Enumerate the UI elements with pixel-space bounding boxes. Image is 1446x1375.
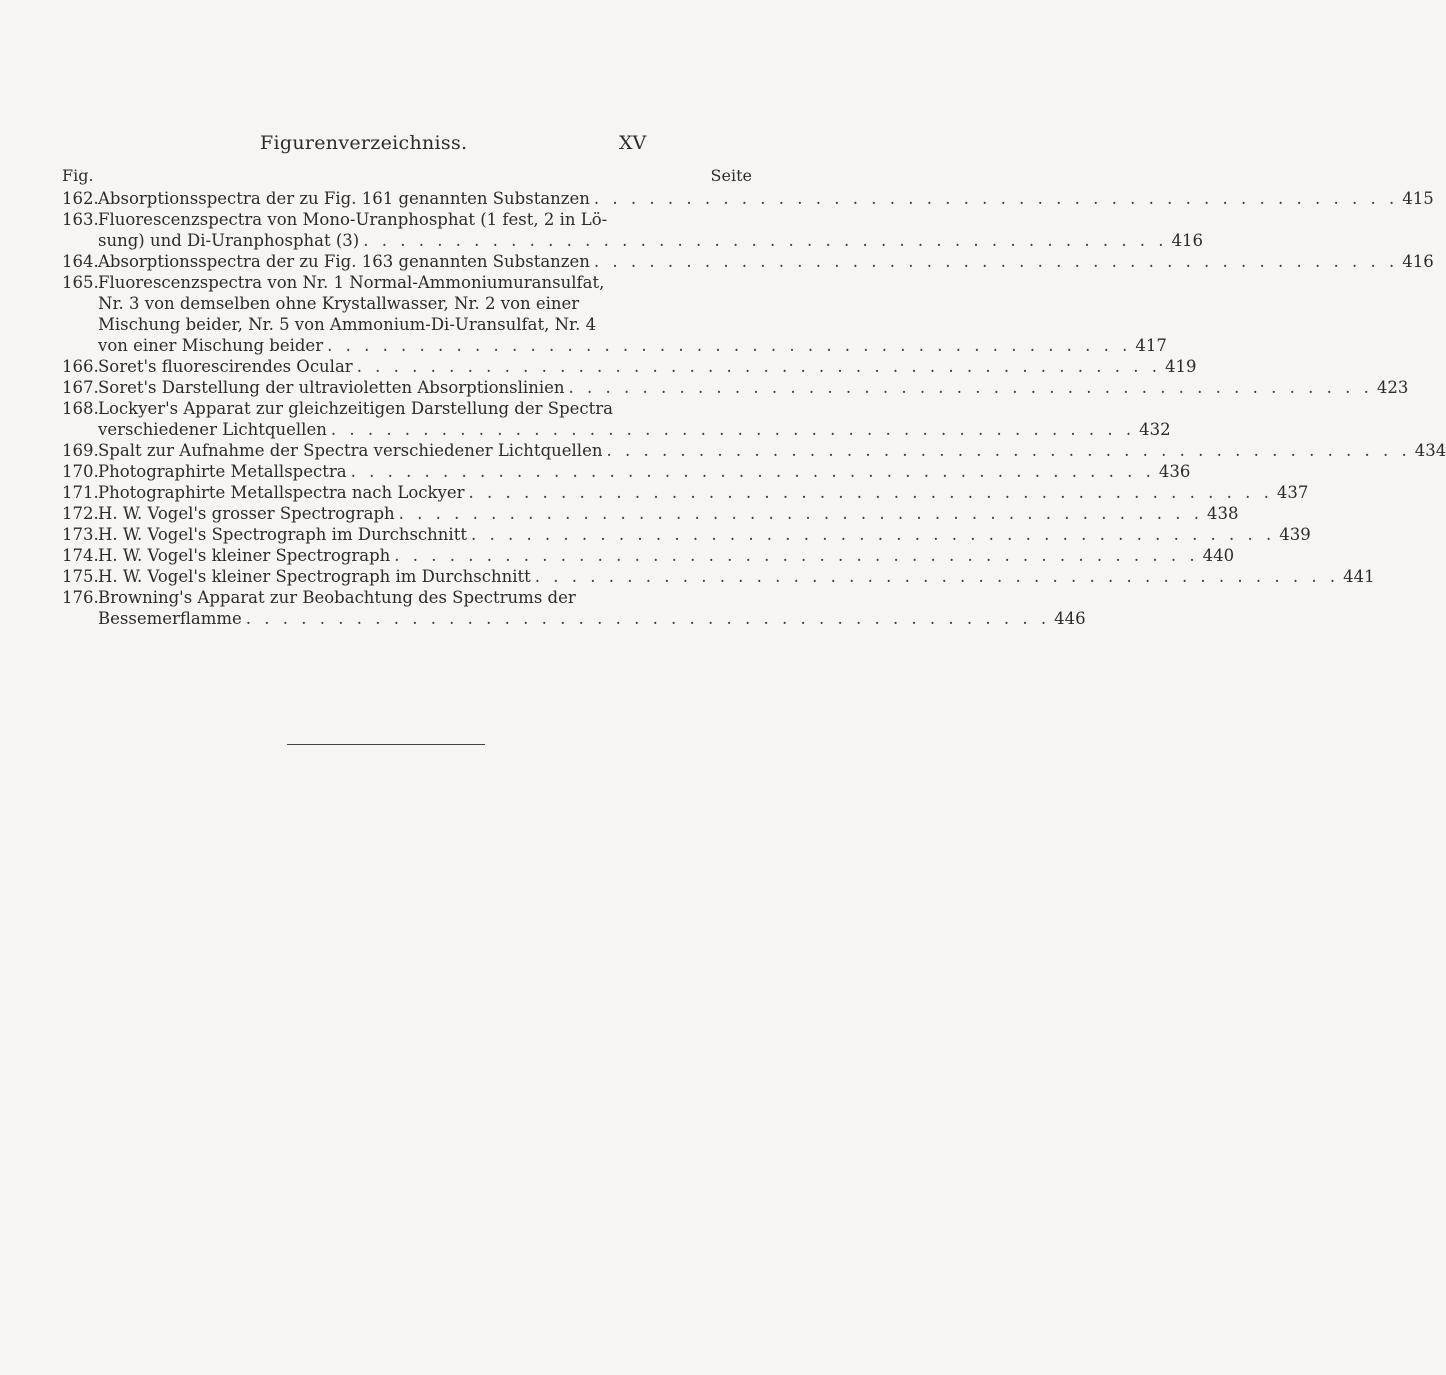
figure-number: 173. bbox=[62, 525, 99, 544]
entry-text: Mischung beider, Nr. 5 von Ammonium-Di-Uransulfat, Nr. 4 bbox=[98, 315, 597, 334]
entry-text: Absorptionsspectra der zu Fig. 163 genannten Substanzen bbox=[98, 252, 590, 271]
entry-body bbox=[98, 356, 1197, 377]
entry-text: Nr. 3 von demselben ohne Krystallwasser, Nr. 2 von einer bbox=[98, 294, 580, 313]
entry-text: Fluorescenzspectra von Nr. 1 Normal-Ammoniumuransulfat, bbox=[98, 273, 605, 292]
entry-text: Photographirte Metallspectra nach Lockyer bbox=[98, 483, 465, 502]
entry-last-line bbox=[98, 482, 1309, 503]
entry-page-number: 417 bbox=[1135, 336, 1167, 355]
list-entry bbox=[62, 440, 1446, 461]
entry-page-number: 439 bbox=[1279, 525, 1311, 544]
entry-text: Bessemerflamme bbox=[98, 609, 242, 628]
entry-last-line bbox=[98, 419, 1171, 440]
entry-text: Soret's fluorescirendes Ocular bbox=[98, 357, 353, 376]
entry-page-number: 436 bbox=[1158, 462, 1191, 481]
figure-number: 167. bbox=[62, 378, 99, 397]
page-number: XV bbox=[619, 132, 647, 154]
entry-last-line bbox=[98, 230, 1204, 251]
entry-body bbox=[98, 188, 1434, 209]
dot-leader: . . . . . . . . . . . . . . . . . . . . . . . . . . . . . . . . . . . . . . . . . . . . bbox=[327, 336, 1132, 355]
dot-leader: . . . . . . . . . . . . . . . . . . . . . . . . . . . . . . . . . . . . . . . . . . . . bbox=[470, 525, 1276, 544]
entry-last-line bbox=[98, 503, 1239, 524]
entry-page-number: 441 bbox=[1343, 567, 1375, 586]
entry-body bbox=[98, 587, 1086, 629]
list-entry bbox=[62, 587, 1086, 629]
dot-leader: . . . . . . . . . . . . . . . . . . . . . . . . . . . . . . . . . . . . . . . . . . . . bbox=[534, 567, 1340, 586]
figure-number: 175. bbox=[62, 567, 99, 586]
list-entry bbox=[62, 545, 1235, 566]
entry-page-number: 440 bbox=[1202, 546, 1235, 565]
entry-text: Photographirte Metallspectra bbox=[98, 462, 347, 481]
entry-last-line bbox=[98, 566, 1375, 587]
list-entry bbox=[62, 356, 1197, 377]
entry-text: Lockyer's Apparat zur gleichzeitigen Darstellung der Spectra bbox=[98, 399, 613, 418]
entry-page-number: 416 bbox=[1171, 231, 1204, 250]
entry-body bbox=[98, 272, 1167, 356]
list-entry bbox=[62, 251, 1434, 272]
entry-page-number: 438 bbox=[1206, 504, 1239, 523]
dot-leader: . . . . . . . . . . . . . . . . . . . . . . . . . . . . . . . . . . . . . . . . . . . . bbox=[245, 609, 1051, 628]
list-entry bbox=[62, 461, 1191, 482]
list-entry bbox=[62, 188, 1434, 209]
dot-leader: . . . . . . . . . . . . . . . . . . . . . . . . . . . . . . . . . . . . . . . . . . . . bbox=[356, 357, 1161, 376]
list-entry bbox=[62, 377, 1409, 398]
entry-last-line bbox=[98, 377, 1409, 398]
entry-text: H. W. Vogel's grosser Spectrograph bbox=[98, 504, 395, 523]
page-column-label: Seite bbox=[710, 166, 752, 185]
dot-leader: . . . . . . . . . . . . . . . . . . . . . . . . . . . . . . . . . . . . . . . . . . . . bbox=[593, 189, 1399, 208]
list-entry bbox=[62, 503, 1239, 524]
entry-text: von einer Mischung beider bbox=[98, 336, 324, 355]
entry-text: Spalt zur Aufnahme der Spectra verschiedener Lichtquellen bbox=[98, 441, 603, 460]
figure-number: 171. bbox=[62, 483, 99, 502]
entry-body bbox=[98, 503, 1239, 524]
entry-text: H. W. Vogel's kleiner Spectrograph im Durchschnitt bbox=[98, 567, 531, 586]
entry-body bbox=[98, 461, 1191, 482]
figure-number: 163. bbox=[62, 210, 99, 229]
dot-leader: . . . . . . . . . . . . . . . . . . . . . . . . . . . . . . . . . . . . . . . . . . . . bbox=[398, 504, 1203, 523]
entry-body bbox=[98, 524, 1311, 545]
figure-number: 176. bbox=[62, 588, 99, 607]
figure-number: 168. bbox=[62, 399, 99, 418]
running-title: Figurenverzeichniss. bbox=[260, 132, 468, 154]
entry-text: sung) und Di-Uranphosphat (3) bbox=[98, 231, 360, 250]
list-entry bbox=[62, 482, 1309, 503]
fig-column-label: Fig. bbox=[62, 166, 94, 185]
figure-number: 165. bbox=[62, 273, 99, 292]
entry-text: H. W. Vogel's Spectrograph im Durchschnitt bbox=[98, 525, 467, 544]
entry-last-line bbox=[98, 440, 1446, 461]
figure-number: 172. bbox=[62, 504, 99, 523]
entry-text: Absorptionsspectra der zu Fig. 161 genannten Substanzen bbox=[98, 189, 590, 208]
entry-page-number: 419 bbox=[1165, 357, 1197, 376]
entry-page-number: 416 bbox=[1402, 252, 1434, 271]
entry-page-number: 423 bbox=[1376, 378, 1409, 397]
list-entry bbox=[62, 566, 1375, 587]
entry-last-line bbox=[98, 608, 1086, 629]
dot-leader: . . . . . . . . . . . . . . . . . . . . . . . . . . . . . . . . . . . . . . . . . . . . bbox=[468, 483, 1273, 502]
entry-last-line bbox=[98, 524, 1311, 545]
dot-leader: . . . . . . . . . . . . . . . . . . . . . . . . . . . . . . . . . . . . . . . . . . . . bbox=[350, 462, 1155, 481]
entry-body bbox=[98, 398, 1171, 440]
entry-text: Fluorescenzspectra von Mono-Uranphosphat (1 fest, 2 in Lö- bbox=[98, 210, 608, 229]
dot-leader: . . . . . . . . . . . . . . . . . . . . . . . . . . . . . . . . . . . . . . . . . . . . bbox=[363, 231, 1168, 250]
entry-page-number: 415 bbox=[1402, 189, 1434, 208]
entry-body bbox=[98, 251, 1434, 272]
entry-text: H. W. Vogel's kleiner Spectrograph bbox=[98, 546, 391, 565]
entry-page-number: 434 bbox=[1414, 441, 1446, 460]
figure-list bbox=[62, 188, 1446, 629]
entry-page-number: 432 bbox=[1139, 420, 1171, 439]
entry-last-line bbox=[98, 545, 1235, 566]
entry-page-number: 446 bbox=[1054, 609, 1086, 628]
entry-body bbox=[98, 209, 1204, 251]
entry-body bbox=[98, 377, 1409, 398]
entry-text: Soret's Darstellung der ultravioletten Absorptionslinien bbox=[98, 378, 565, 397]
figure-number: 170. bbox=[62, 462, 99, 481]
running-header bbox=[0, 132, 801, 158]
entry-last-line bbox=[98, 461, 1191, 482]
figure-number: 164. bbox=[62, 252, 99, 271]
list-entry bbox=[62, 272, 1167, 356]
dot-leader: . . . . . . . . . . . . . . . . . . . . . . . . . . . . . . . . . . . . . . . . . . . . bbox=[593, 252, 1399, 271]
list-entry bbox=[62, 209, 1204, 251]
column-headings bbox=[62, 166, 752, 188]
entry-last-line bbox=[98, 251, 1434, 272]
entry-last-line bbox=[98, 335, 1167, 356]
entry-last-line bbox=[98, 356, 1197, 377]
figure-number: 162. bbox=[62, 189, 99, 208]
divider-rule bbox=[287, 744, 485, 745]
figure-number: 169. bbox=[62, 441, 99, 460]
figure-number: 166. bbox=[62, 357, 99, 376]
dot-leader: . . . . . . . . . . . . . . . . . . . . . . . . . . . . . . . . . . . . . . . . . . . . bbox=[568, 378, 1373, 397]
entry-body bbox=[98, 440, 1446, 461]
entry-last-line bbox=[98, 188, 1434, 209]
dot-leader: . . . . . . . . . . . . . . . . . . . . . . . . . . . . . . . . . . . . . . . . . . . . bbox=[606, 441, 1411, 460]
entry-text: Browning's Apparat zur Beobachtung des Spectrums der bbox=[98, 588, 576, 607]
entry-body bbox=[98, 545, 1235, 566]
figure-number: 174. bbox=[62, 546, 99, 565]
entry-body bbox=[98, 566, 1375, 587]
list-entry bbox=[62, 398, 1171, 440]
entry-page-number: 437 bbox=[1276, 483, 1309, 502]
entry-text: verschiedener Lichtquellen bbox=[98, 420, 327, 439]
dot-leader: . . . . . . . . . . . . . . . . . . . . . . . . . . . . . . . . . . . . . . . . . . . . bbox=[394, 546, 1199, 565]
dot-leader: . . . . . . . . . . . . . . . . . . . . . . . . . . . . . . . . . . . . . . . . . . . . bbox=[330, 420, 1136, 439]
list-entry bbox=[62, 524, 1311, 545]
entry-body bbox=[98, 482, 1309, 503]
